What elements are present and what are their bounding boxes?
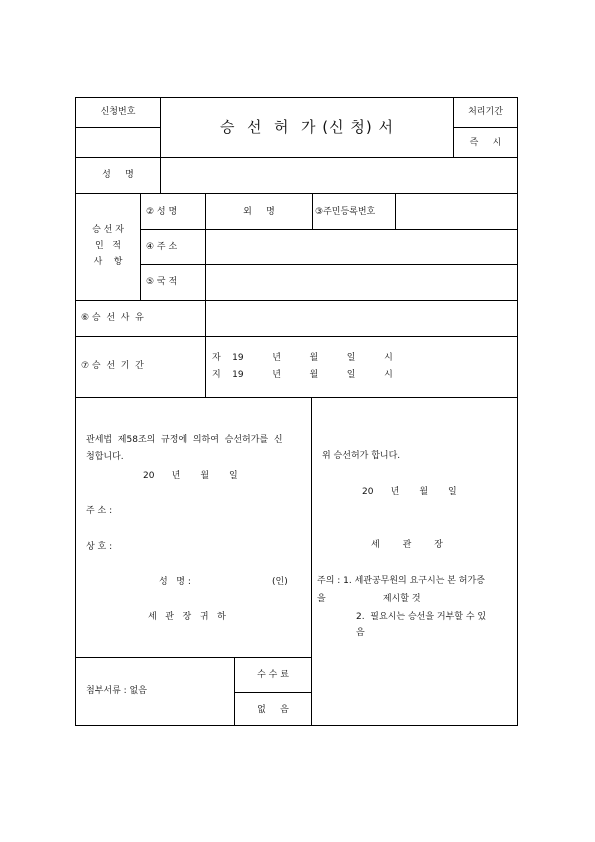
fee-value: 없 음	[257, 705, 289, 715]
boarder-address-label: ④ 주 소	[146, 242, 178, 252]
boarder-section-label-2: 인 적	[95, 241, 121, 251]
boarding-period-label: ⑦ 승 선 기 간	[81, 361, 144, 371]
boarder-name-label: ② 성 명	[146, 207, 178, 217]
processing-period-label: 처리기간	[468, 107, 503, 117]
attachments-note: 첨부서류 : 없음	[86, 686, 147, 696]
fee-label: 수 수 료	[257, 670, 289, 680]
approval-statement: 위 승선허가 합니다.	[322, 451, 401, 461]
boarder-section-label-1: 승 선 자	[92, 225, 124, 235]
boarding-period-to: 지 19 년 월 일 시	[212, 370, 393, 380]
boarder-address-field[interactable]	[207, 232, 515, 262]
applicant-signature-label: 성 명 :	[159, 577, 191, 587]
processing-period-value: 즉 시	[469, 138, 502, 148]
note-line4: 음	[356, 628, 365, 638]
application-number-field[interactable]	[76, 137, 160, 148]
boarding-period-from: 자 19 년 월 일 시	[212, 353, 393, 363]
applicant-name-label: 성 명	[102, 170, 134, 180]
resident-number-label: ③주민등록번호	[315, 207, 376, 217]
application-statement-line1: 관세법 제58조의 규정에 의하여 승선허가를 신	[86, 435, 283, 445]
applicant-name-field[interactable]	[162, 160, 516, 190]
applicant-address-label: 주 소 :	[86, 506, 113, 516]
seal-mark: (인)	[272, 577, 288, 587]
resident-number-field[interactable]	[397, 196, 515, 226]
application-number-label: 신청번호	[100, 107, 136, 117]
note-line3: 2. 필요시는 승선을 거부할 수 있	[356, 612, 487, 622]
applicant-business-label: 상 호 :	[86, 542, 113, 552]
approval-authority: 세 관 장	[371, 540, 443, 550]
application-date: 20 년 월 일	[143, 471, 238, 481]
foreign-name-label: 외 명	[243, 207, 275, 217]
note-line2: 을 제시할 것	[317, 594, 421, 604]
boarder-nationality-field[interactable]	[207, 267, 515, 297]
application-statement-line2: 청합니다.	[86, 452, 124, 462]
form-title: 승 선 허 가 (신 청) 서	[219, 118, 395, 136]
boarder-nationality-label: ⑤ 국 적	[146, 277, 178, 287]
approval-date: 20 년 월 일	[362, 487, 457, 497]
addressee: 세 관 장 귀 하	[148, 612, 226, 622]
boarding-reason-field[interactable]	[207, 303, 515, 333]
note-line1: 주의 : 1. 세관공무원의 요구시는 본 허가증	[317, 576, 485, 586]
boarder-section-label-3: 사 항	[93, 257, 123, 267]
boarding-reason-label: ⑥ 승 선 사 유	[81, 313, 144, 323]
